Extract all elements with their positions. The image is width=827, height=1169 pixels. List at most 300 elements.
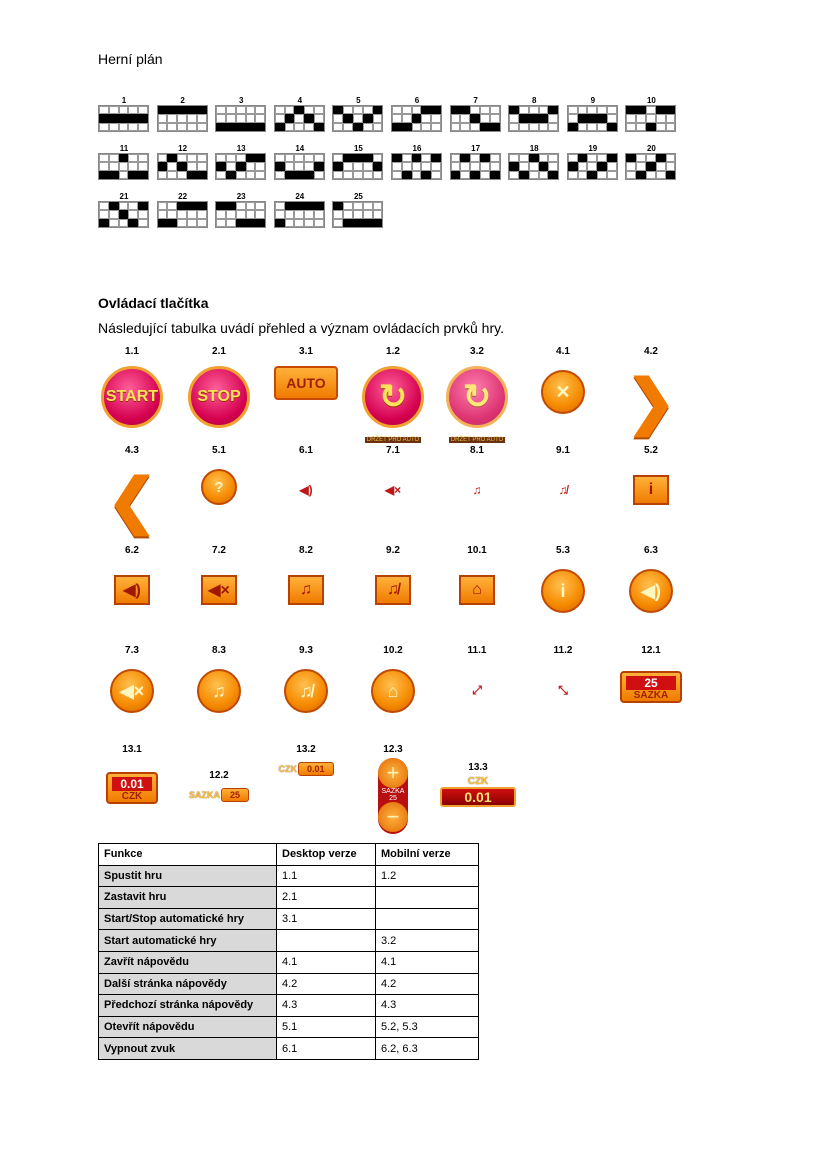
payline-cell bbox=[187, 210, 197, 218]
payline-cell bbox=[548, 171, 558, 179]
payline-cell bbox=[412, 106, 422, 114]
next-page-button[interactable] bbox=[611, 368, 691, 435]
button-start[interactable] bbox=[92, 346, 172, 428]
payline-cell bbox=[167, 162, 177, 170]
button-music-desktop[interactable] bbox=[437, 445, 517, 505]
table-header-row bbox=[99, 844, 479, 866]
refresh-icon: ↻ bbox=[462, 378, 492, 416]
payline-cell bbox=[236, 106, 246, 114]
payline-cell bbox=[451, 123, 461, 131]
payline-cell bbox=[509, 114, 519, 122]
payline-cell bbox=[275, 219, 285, 227]
payline-cell bbox=[656, 154, 666, 162]
mute-circle-button[interactable] bbox=[110, 669, 154, 713]
fullscreen-button[interactable] bbox=[437, 675, 517, 705]
payline-cell bbox=[626, 106, 636, 114]
payline-cell bbox=[294, 154, 304, 162]
table-row bbox=[99, 995, 479, 1017]
payline-cell bbox=[636, 154, 646, 162]
bet-vertical[interactable] bbox=[378, 758, 408, 834]
payline-cell bbox=[421, 114, 431, 122]
button-music-off-square[interactable] bbox=[353, 545, 433, 605]
payline-cell bbox=[304, 210, 314, 218]
button-close-help[interactable] bbox=[523, 346, 603, 414]
button-id: 9.3 bbox=[299, 645, 313, 656]
payline-grid bbox=[567, 153, 618, 180]
payline-cell bbox=[568, 114, 578, 122]
coin-wide[interactable] bbox=[440, 776, 516, 807]
payline-cell bbox=[246, 123, 256, 131]
home-square-icon: ⌂ bbox=[472, 581, 482, 598]
payline-cell bbox=[255, 123, 265, 131]
payline-cell bbox=[587, 114, 597, 122]
button-coin-inline[interactable] bbox=[266, 744, 346, 776]
payline-cell bbox=[187, 106, 197, 114]
payline-cell bbox=[138, 106, 148, 114]
button-id: 4.2 bbox=[644, 346, 658, 357]
button-label: START bbox=[105, 388, 159, 405]
payline-cell bbox=[480, 162, 490, 170]
payline-cell bbox=[353, 106, 363, 114]
payline-cell bbox=[529, 123, 539, 131]
button-id: 8.1 bbox=[470, 445, 484, 456]
payline-cell bbox=[343, 210, 353, 218]
payline-cell bbox=[236, 171, 246, 179]
payline bbox=[98, 96, 150, 132]
sound-off-desktop-icon: ◀) bbox=[299, 483, 313, 497]
payline-cell bbox=[412, 171, 422, 179]
button-mute-circle[interactable] bbox=[92, 645, 172, 713]
payline bbox=[215, 96, 267, 132]
payline-cell bbox=[226, 171, 236, 179]
button-id: 6.3 bbox=[644, 545, 658, 556]
button-coin-box[interactable] bbox=[92, 744, 172, 804]
table-cell: 3.1 bbox=[277, 908, 376, 930]
button-music-off-circle[interactable] bbox=[266, 645, 346, 713]
prev-page-button[interactable] bbox=[92, 467, 172, 534]
table-cell: Vypnout zvuk bbox=[99, 1038, 277, 1060]
payline-cell bbox=[460, 171, 470, 179]
payline bbox=[157, 96, 209, 132]
payline-cell bbox=[285, 114, 295, 122]
payline-grid bbox=[215, 105, 266, 132]
sound-on-desktop-icon: ◀× bbox=[384, 483, 402, 497]
button-info-square[interactable] bbox=[611, 445, 691, 505]
payline-cell bbox=[656, 171, 666, 179]
header-cell: Mobilní verze bbox=[376, 844, 479, 866]
payline-cell bbox=[109, 202, 119, 210]
start-button[interactable] bbox=[101, 366, 163, 428]
payline-cell bbox=[636, 171, 646, 179]
table-cell: Předchozí stránka nápovědy bbox=[99, 995, 277, 1017]
button-coin-wide[interactable] bbox=[438, 762, 518, 807]
help-button[interactable] bbox=[201, 469, 237, 505]
button-stop[interactable] bbox=[179, 346, 259, 428]
payline-cell bbox=[197, 123, 207, 131]
payline-cell bbox=[197, 210, 207, 218]
payline-cell bbox=[509, 162, 519, 170]
value: 25 bbox=[389, 795, 397, 802]
payline-cell bbox=[285, 123, 295, 131]
payline-number: 7 bbox=[473, 96, 478, 105]
payline-cell bbox=[138, 171, 148, 179]
payline-number: 8 bbox=[531, 96, 537, 105]
payline-cell bbox=[177, 210, 187, 218]
payline bbox=[450, 96, 502, 132]
payline-number: 18 bbox=[529, 144, 539, 153]
payline-cell bbox=[509, 123, 519, 131]
payline-cell bbox=[255, 219, 265, 227]
payline-grid bbox=[625, 153, 676, 180]
payline-cell bbox=[314, 162, 324, 170]
button-id: 1.2 bbox=[386, 346, 400, 357]
unit-label: CZK bbox=[278, 764, 297, 774]
payline-cell bbox=[597, 171, 607, 179]
unit-label: SAZKA bbox=[381, 788, 405, 795]
table-cell: Spustit hru bbox=[99, 865, 277, 887]
section-title-controls: Ovládací tlačítka bbox=[98, 295, 209, 311]
payline-cell bbox=[666, 106, 676, 114]
music-circle-button[interactable] bbox=[197, 669, 241, 713]
payline-cell bbox=[177, 106, 187, 114]
payline-cell bbox=[412, 154, 422, 162]
payline-cell bbox=[119, 123, 129, 131]
payline-number: 21 bbox=[119, 192, 129, 201]
payline-cell bbox=[490, 171, 500, 179]
payline-cell bbox=[353, 114, 363, 122]
value: 0.01 bbox=[298, 762, 334, 776]
payline-cell bbox=[666, 123, 676, 131]
payline-cell bbox=[226, 210, 236, 218]
music-desktop-icon: ♫ bbox=[472, 483, 482, 497]
payline-cell bbox=[216, 154, 226, 162]
sound-circle-button[interactable] bbox=[629, 569, 673, 613]
unit-label: CZK bbox=[467, 776, 489, 787]
table-cell: Další stránka nápovědy bbox=[99, 973, 277, 995]
payline-cell bbox=[246, 114, 256, 122]
payline-cell bbox=[373, 202, 383, 210]
payline-cell bbox=[656, 123, 666, 131]
payline-cell bbox=[597, 123, 607, 131]
payline-cell bbox=[509, 106, 519, 114]
payline-cell bbox=[626, 123, 636, 131]
auto-mobile-button[interactable] bbox=[446, 366, 508, 428]
payline-cell bbox=[158, 219, 168, 227]
payline bbox=[274, 192, 326, 228]
payline-cell bbox=[138, 202, 148, 210]
payline-cell bbox=[480, 171, 490, 179]
home-square-button[interactable] bbox=[459, 575, 495, 605]
music-off-desktop-button[interactable] bbox=[523, 475, 603, 505]
music-square-button[interactable] bbox=[288, 575, 324, 605]
payline-cell bbox=[167, 171, 177, 179]
sound-square-button[interactable] bbox=[114, 575, 150, 605]
table-cell: 5.1 bbox=[277, 1016, 376, 1038]
coin-box[interactable] bbox=[106, 772, 158, 804]
payline bbox=[157, 192, 209, 228]
refresh-icon: ↻ bbox=[378, 378, 408, 416]
table-row bbox=[99, 951, 479, 973]
payline-cell bbox=[597, 114, 607, 122]
payline-cell bbox=[128, 114, 138, 122]
payline-cell bbox=[167, 202, 177, 210]
table-cell: 6.1 bbox=[277, 1038, 376, 1060]
payline-cell bbox=[236, 202, 246, 210]
payline-cell bbox=[128, 219, 138, 227]
payline-cell bbox=[294, 202, 304, 210]
button-sound-off-desktop[interactable] bbox=[266, 445, 346, 505]
button-help[interactable] bbox=[179, 445, 259, 505]
music-off-square-button[interactable] bbox=[375, 575, 411, 605]
auto-button[interactable] bbox=[274, 366, 338, 400]
table-cell bbox=[277, 930, 376, 952]
payline-cell bbox=[236, 123, 246, 131]
payline-cell bbox=[99, 162, 109, 170]
stop-button[interactable] bbox=[188, 366, 250, 428]
payline-cell bbox=[470, 154, 480, 162]
payline-cell bbox=[343, 154, 353, 162]
payline-cell bbox=[167, 219, 177, 227]
button-mute-square[interactable] bbox=[179, 545, 259, 605]
payline-cell bbox=[333, 154, 343, 162]
table-row bbox=[99, 1016, 479, 1038]
button-music-square[interactable] bbox=[266, 545, 346, 605]
payline-cell bbox=[246, 219, 256, 227]
close-help-icon: ✕ bbox=[555, 381, 571, 402]
info-square-button[interactable] bbox=[633, 475, 669, 505]
payline-grid bbox=[98, 105, 149, 132]
coin-inline[interactable] bbox=[266, 762, 346, 776]
button-id: 10.2 bbox=[383, 645, 403, 656]
payline-cell bbox=[539, 171, 549, 179]
table-row bbox=[99, 1038, 479, 1060]
payline-cell bbox=[167, 154, 177, 162]
payline-cell bbox=[480, 114, 490, 122]
payline-number: 3 bbox=[238, 96, 244, 105]
payline-cell bbox=[128, 106, 138, 114]
button-bet-vertical[interactable] bbox=[353, 744, 433, 834]
button-music-off-desktop[interactable] bbox=[523, 445, 603, 505]
payline-cell bbox=[158, 162, 168, 170]
exit-fullscreen-icon: ⤡ bbox=[558, 682, 568, 697]
payline-cell bbox=[246, 106, 256, 114]
button-id: 3.1 bbox=[299, 346, 313, 357]
payline-cell bbox=[177, 114, 187, 122]
payline-cell bbox=[226, 219, 236, 227]
sound-off-desktop-button[interactable] bbox=[266, 475, 346, 505]
next-page-icon: ❯ bbox=[625, 368, 677, 435]
payline-cell bbox=[138, 210, 148, 218]
payline-cell bbox=[666, 171, 676, 179]
payline-cell bbox=[314, 219, 324, 227]
table-cell: 4.3 bbox=[277, 995, 376, 1017]
payline-cell bbox=[138, 162, 148, 170]
button-bet-box[interactable] bbox=[611, 645, 691, 703]
table-cell: Zavřít nápovědu bbox=[99, 951, 277, 973]
payline-cell bbox=[119, 210, 129, 218]
payline-cell bbox=[304, 202, 314, 210]
payline-cell bbox=[333, 114, 343, 122]
bet-inline[interactable] bbox=[179, 788, 259, 802]
payline-cell bbox=[285, 106, 295, 114]
payline-grid bbox=[332, 153, 383, 180]
payline-cell bbox=[451, 154, 461, 162]
payline-cell bbox=[333, 219, 343, 227]
music-off-square-icon: ♫̸ bbox=[387, 581, 399, 598]
payline-cell bbox=[460, 123, 470, 131]
table-cell bbox=[376, 887, 479, 909]
payline-cell bbox=[167, 210, 177, 218]
button-bet-inline[interactable] bbox=[179, 770, 259, 802]
payline-cell bbox=[568, 106, 578, 114]
button-next-page[interactable] bbox=[611, 346, 691, 435]
home-circle-button[interactable] bbox=[371, 669, 415, 713]
button-exit-fullscreen[interactable] bbox=[523, 645, 603, 705]
payline-number: 9 bbox=[590, 96, 596, 105]
payline-cell bbox=[431, 114, 441, 122]
payline-cell bbox=[226, 202, 236, 210]
button-home-square[interactable] bbox=[437, 545, 517, 605]
payline-grid bbox=[274, 201, 325, 228]
payline-cell bbox=[363, 210, 373, 218]
table-cell: 1.1 bbox=[277, 865, 376, 887]
close-help-button[interactable] bbox=[541, 370, 585, 414]
payline-cell bbox=[353, 154, 363, 162]
payline-cell bbox=[255, 114, 265, 122]
button-fullscreen[interactable] bbox=[437, 645, 517, 705]
payline-cell bbox=[421, 162, 431, 170]
payline-number: 23 bbox=[236, 192, 246, 201]
button-prev-page[interactable] bbox=[92, 445, 172, 534]
bet-box[interactable] bbox=[620, 671, 682, 703]
table-cell: Otevřít nápovědu bbox=[99, 1016, 277, 1038]
payline-cell bbox=[285, 202, 295, 210]
payline-grid bbox=[215, 201, 266, 228]
payline bbox=[391, 144, 443, 180]
button-auto-mobile[interactable] bbox=[437, 346, 517, 446]
payline-cell bbox=[226, 154, 236, 162]
sound-on-desktop-button[interactable] bbox=[353, 475, 433, 505]
payline-cell bbox=[509, 154, 519, 162]
payline-cell bbox=[275, 154, 285, 162]
fullscreen-icon: ⤢ bbox=[472, 682, 482, 697]
plus-button[interactable]: + bbox=[378, 758, 408, 788]
payline-cell bbox=[294, 210, 304, 218]
payline-cell bbox=[392, 171, 402, 179]
payline-cell bbox=[99, 106, 109, 114]
button-sound-square[interactable] bbox=[92, 545, 172, 605]
payline-cell bbox=[109, 162, 119, 170]
button-auto[interactable] bbox=[266, 346, 346, 400]
payline-cell bbox=[304, 123, 314, 131]
exit-fullscreen-button[interactable] bbox=[523, 675, 603, 705]
payline-cell bbox=[421, 123, 431, 131]
payline-cell bbox=[138, 219, 148, 227]
payline-cell bbox=[187, 162, 197, 170]
payline-cell bbox=[636, 162, 646, 170]
button-music-circle[interactable] bbox=[179, 645, 259, 713]
payline-cell bbox=[402, 106, 412, 114]
music-desktop-button[interactable] bbox=[437, 475, 517, 505]
table-cell: 2.1 bbox=[277, 887, 376, 909]
payline-cell bbox=[666, 154, 676, 162]
payline-cell bbox=[226, 162, 236, 170]
payline-cell bbox=[275, 210, 285, 218]
button-sound-on-desktop[interactable] bbox=[353, 445, 433, 505]
payline bbox=[157, 144, 209, 180]
spin-mobile-button[interactable] bbox=[362, 366, 424, 428]
payline-cell bbox=[285, 210, 295, 218]
button-id: 9.2 bbox=[386, 545, 400, 556]
payline-cell bbox=[255, 106, 265, 114]
payline-cell bbox=[402, 114, 412, 122]
button-id: 5.3 bbox=[556, 545, 570, 556]
payline-cell bbox=[373, 123, 383, 131]
mute-square-button[interactable] bbox=[201, 575, 237, 605]
payline-cell bbox=[363, 162, 373, 170]
payline-cell bbox=[246, 210, 256, 218]
button-id: 5.2 bbox=[644, 445, 658, 456]
button-info-circle[interactable] bbox=[523, 545, 603, 613]
payline-cell bbox=[587, 106, 597, 114]
header-cell: Funkce bbox=[99, 844, 277, 866]
table-cell: 4.1 bbox=[376, 951, 479, 973]
payline bbox=[215, 192, 267, 228]
payline-cell bbox=[363, 123, 373, 131]
table-cell: 5.2, 5.3 bbox=[376, 1016, 479, 1038]
button-id: 5.1 bbox=[212, 445, 226, 456]
button-spin-mobile[interactable] bbox=[353, 346, 433, 446]
music-circle-icon: ♫ bbox=[212, 680, 226, 701]
payline-cell bbox=[373, 114, 383, 122]
minus-button[interactable]: − bbox=[378, 802, 408, 832]
payline bbox=[98, 192, 150, 228]
payline-grid bbox=[508, 153, 559, 180]
payline-cell bbox=[402, 171, 412, 179]
button-id: 7.1 bbox=[386, 445, 400, 456]
payline-cell bbox=[333, 106, 343, 114]
payline-cell bbox=[177, 171, 187, 179]
payline-cell bbox=[285, 219, 295, 227]
button-id: 12.2 bbox=[209, 770, 229, 781]
payline-cell bbox=[421, 154, 431, 162]
table-cell: Zastavit hru bbox=[99, 887, 277, 909]
payline-cell bbox=[431, 162, 441, 170]
payline-cell bbox=[197, 154, 207, 162]
info-circle-button[interactable] bbox=[541, 569, 585, 613]
payline-cell bbox=[607, 123, 617, 131]
mute-circle-icon: ◀× bbox=[119, 680, 145, 701]
payline-cell bbox=[109, 154, 119, 162]
payline-cell bbox=[187, 202, 197, 210]
music-off-circle-button[interactable] bbox=[284, 669, 328, 713]
payline-cell bbox=[392, 106, 402, 114]
payline-cell bbox=[294, 171, 304, 179]
payline-cell bbox=[138, 154, 148, 162]
payline-cell bbox=[451, 162, 461, 170]
payline-cell bbox=[246, 154, 256, 162]
payline-cell bbox=[128, 171, 138, 179]
button-id: 7.2 bbox=[212, 545, 226, 556]
button-home-circle[interactable] bbox=[353, 645, 433, 713]
button-id: 10.1 bbox=[467, 545, 487, 556]
button-id: 13.3 bbox=[468, 762, 488, 773]
button-sound-circle[interactable] bbox=[611, 545, 691, 613]
payline-cell bbox=[460, 154, 470, 162]
sound-circle-icon: ◀) bbox=[641, 580, 661, 601]
button-id: 9.1 bbox=[556, 445, 570, 456]
table-cell: 6.2, 6.3 bbox=[376, 1038, 479, 1060]
